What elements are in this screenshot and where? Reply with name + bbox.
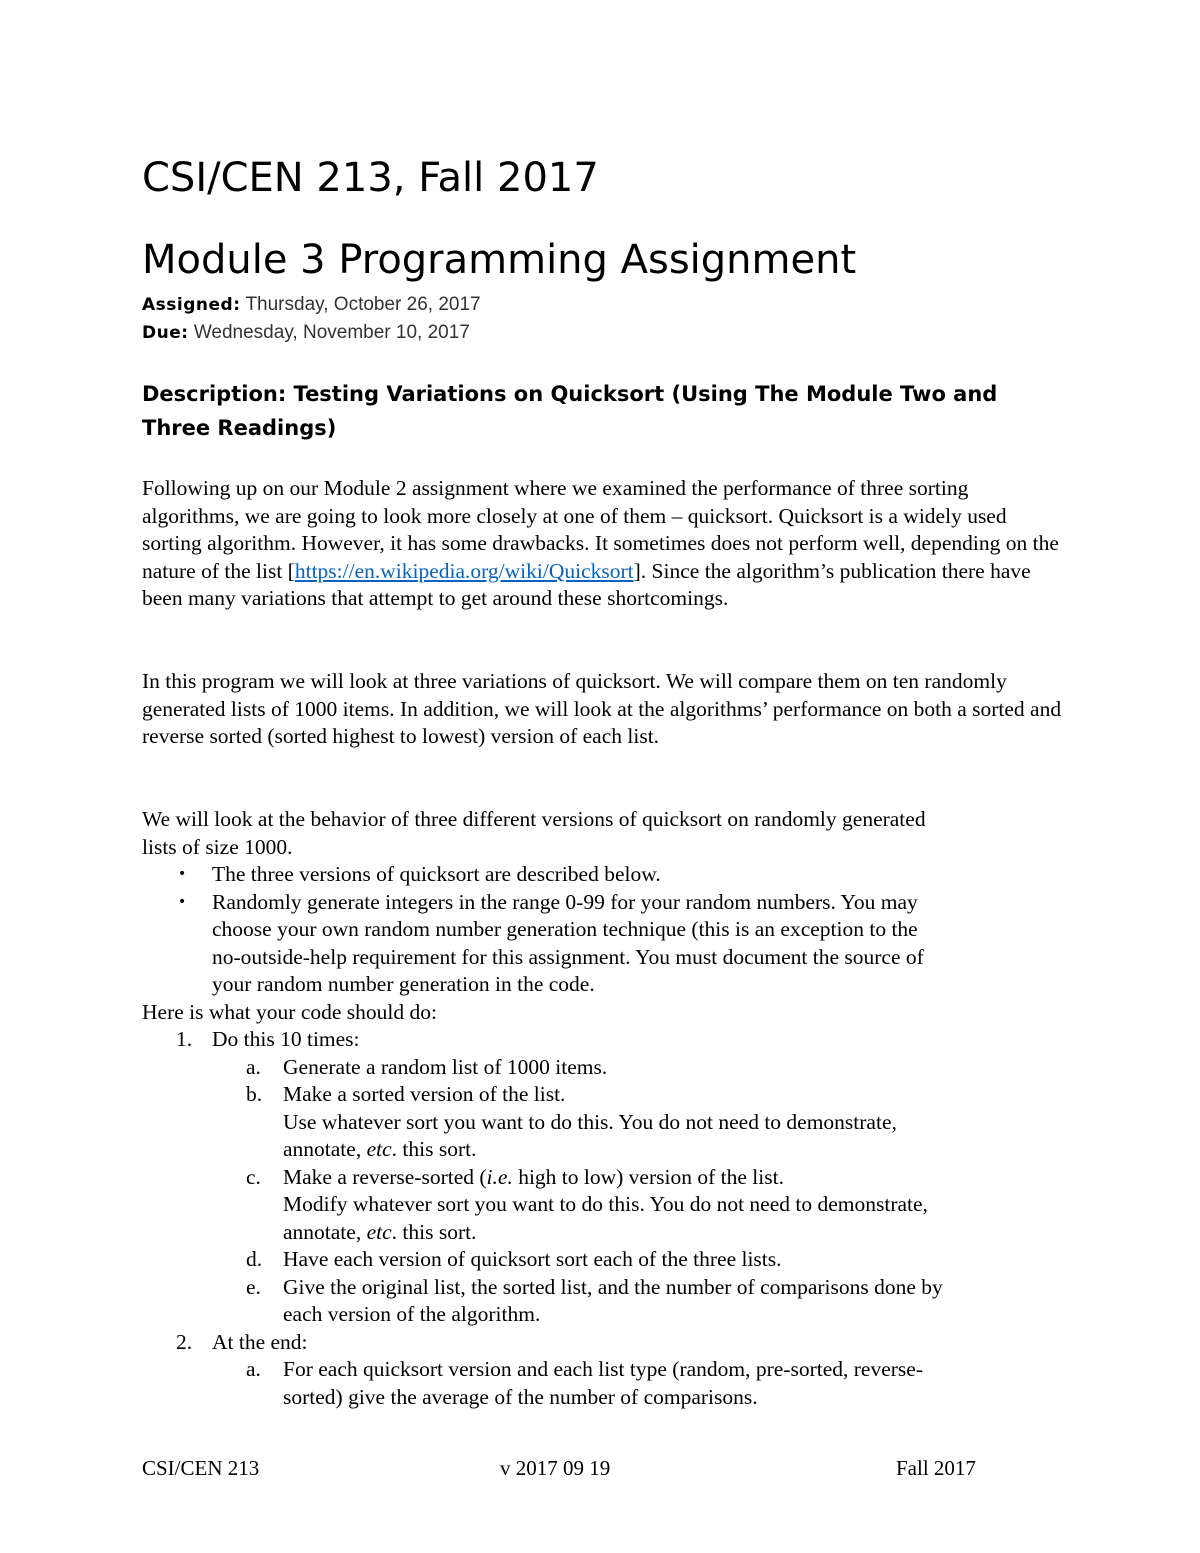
bullet-icon: •	[178, 893, 187, 910]
footer-center: v 2017 09 19	[500, 1456, 611, 1480]
substep-1c: c. Make a reverse-sorted (i.e. high to low) version of the list.	[246, 1164, 784, 1189]
list-item-continuation: your random number generation in the code.	[212, 972, 595, 996]
paragraph-behavior-line: We will look at the behavior of three different versions of quicksort on randomly generated	[142, 807, 926, 831]
paragraph-intro-text-end: ]. Since the algorithm’s publication there have been many variations that attempt to get around these shortcomings.	[142, 558, 1031, 610]
due-date: Wednesday, November 10, 2017	[193, 322, 470, 343]
paragraph-variations: In this program we will look at three variations of quicksort. We will compare them on ten randomly generated lists of 1000 items. In addition, we will look at the algorithms’ performance on both a sorted and reverse sorted (sorted highest to lowest) version of each list.	[142, 669, 1062, 748]
paragraph-intro-text: Following up on our Module 2 assignment where we examined the performance of three sorting algorithms, we are going to look more closely at one of them – quicksort. Quicksort is a widely used sorting algorithm. However, it has some drawbacks. It sometimes does not perform well, depending on the nature of the list [	[142, 476, 1059, 583]
substep-1b-continuation: Use whatever sort you want to do this. You do not need to demonstrate,	[283, 1109, 897, 1134]
substep-2a: a. For each quicksort version and each list type (random, pre-sorted, reverse-	[246, 1357, 923, 1381]
substep-1e: e. Give the original list, the sorted list, and the number of comparisons done by	[246, 1274, 943, 1299]
wikipedia-quicksort-link[interactable]: https://en.wikipedia.org/wiki/Quicksort	[294, 558, 634, 583]
code-intro: Here is what your code should do:	[142, 999, 437, 1024]
substep-1a: a. Generate a random list of 1000 items.	[246, 1054, 608, 1079]
paragraph-intro	[142, 475, 1067, 613]
substep-1c-continuation: annotate, etc. this sort.	[283, 1219, 477, 1244]
course-title: CSI/CEN 213, Fall 2017	[142, 155, 599, 201]
footer-right: Fall 2017	[896, 1456, 976, 1480]
step-2: 2. At the end:	[176, 1329, 308, 1354]
assigned-line	[142, 295, 481, 314]
list-item-continuation: choose your own random number generation technique (this is an exception to the	[212, 917, 918, 941]
footer-left: CSI/CEN 213	[142, 1456, 260, 1480]
substep-1b: b. Make a sorted version of the list.	[246, 1082, 566, 1106]
due-label: Due:	[142, 323, 189, 343]
bullet-icon: •	[178, 866, 187, 882]
substep-1c-continuation: Modify whatever sort you want to do this. You do not need to demonstrate,	[283, 1192, 928, 1216]
paragraph-behavior-line: lists of size 1000.	[142, 834, 293, 859]
substep-1e-continuation: each version of the algorithm.	[283, 1302, 541, 1326]
list-item: • The three versions of quicksort are described below.	[142, 861, 1072, 889]
assigned-date: Thursday, October 26, 2017	[245, 294, 481, 315]
step-1: 1. Do this 10 times:	[176, 1027, 360, 1051]
assigned-label: Assigned:	[142, 295, 241, 315]
description-heading: Description: Testing Variations on Quicksort (Using The Module Two and Three Readings)	[142, 382, 998, 440]
assignment-title: Module 3 Programming Assignment	[142, 237, 857, 283]
due-line	[142, 323, 470, 342]
list-item: • Randomly generate integers in the range 0-99 for your random numbers. You may	[142, 889, 1072, 917]
list-item-continuation: no-outside-help requirement for this assignment. You must document the source of	[212, 944, 924, 969]
substep-1d: d. Have each version of quicksort sort each of the three lists.	[246, 1247, 782, 1271]
instructions-block	[142, 806, 1072, 1411]
substep-2a-continuation: sorted) give the average of the number of comparisons.	[283, 1384, 758, 1409]
substep-1b-continuation: annotate, etc. this sort.	[283, 1137, 477, 1161]
